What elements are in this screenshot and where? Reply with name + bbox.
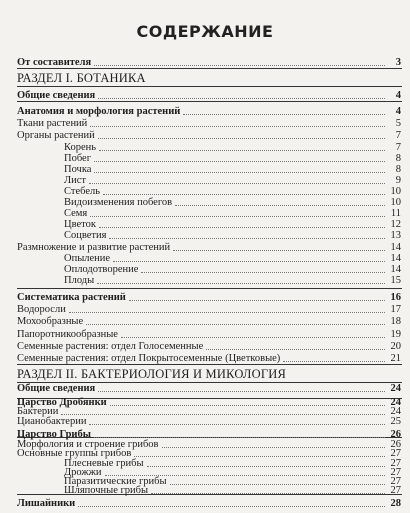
toc-entry-label: Плесневые грибы xyxy=(64,458,144,469)
dot-leader xyxy=(69,312,385,313)
toc-entry-page-number: 18 xyxy=(390,316,401,327)
toc-section-heading[interactable] xyxy=(0,367,410,382)
toc-entry-label: Общие сведения xyxy=(17,383,96,394)
toc-entry-label: Водоросли xyxy=(17,304,66,315)
toc-entry-label: Паразитические грибы xyxy=(64,476,167,487)
toc-entry-page-number: 10 xyxy=(390,197,401,208)
dot-leader xyxy=(98,138,385,139)
dot-leader xyxy=(99,227,385,228)
dot-leader xyxy=(109,238,385,239)
toc-entry-label: Общие сведения xyxy=(17,90,96,101)
toc-entry-label: РАЗДЕЛ II. БАКТЕРИОЛОГИЯ И МИКОЛОГИЯ xyxy=(17,367,287,381)
toc-entry-label: Стебель xyxy=(64,186,101,197)
dot-leader xyxy=(89,183,385,184)
toc-entry-label: Мохообразные xyxy=(17,316,84,327)
toc-entry-label: Цветок xyxy=(64,219,96,230)
toc-entry-page-number: 15 xyxy=(390,275,401,286)
dot-leader xyxy=(99,150,385,151)
dot-leader xyxy=(94,65,385,66)
toc-entry-page-number: 24 xyxy=(390,406,401,417)
toc-entry-page-number: 14 xyxy=(390,253,401,264)
toc-entry-label: Лишайники xyxy=(17,498,76,509)
dot-leader xyxy=(151,493,385,494)
toc-entry-label: Побег xyxy=(64,153,92,164)
toc-entry-label: Корень xyxy=(64,142,97,153)
toc-entry[interactable] xyxy=(0,415,410,428)
toc-entry-label: Ткани растений xyxy=(17,118,88,129)
toc-entry[interactable] xyxy=(0,315,410,328)
toc-entry-page-number: 12 xyxy=(390,219,401,230)
toc-entry-page-number: 8 xyxy=(395,164,401,175)
toc-entry-page-number: 7 xyxy=(395,142,401,153)
toc-entry-page-number: 20 xyxy=(390,341,401,352)
toc-entry-page-number: 25 xyxy=(390,416,401,427)
toc-entry-label: Семенные растения: отдел Покрытосеменные (Цветковые) xyxy=(17,353,281,364)
dot-leader xyxy=(78,506,385,507)
toc-entry-page-number: 26 xyxy=(390,439,401,450)
toc-entry-page-number: 13 xyxy=(390,230,401,241)
toc-entry[interactable] xyxy=(0,382,410,395)
toc-entry[interactable] xyxy=(0,56,410,69)
toc-entry-page-number: 24 xyxy=(390,383,401,394)
toc-entry-page-number: 11 xyxy=(390,208,401,219)
dot-leader xyxy=(90,126,385,127)
toc-entry-label: Царство Грибы xyxy=(17,429,91,440)
toc-entry-page-number: 27 xyxy=(390,467,401,478)
toc-entry-label: Лист xyxy=(64,175,86,186)
dot-leader xyxy=(103,194,385,195)
divider-rule xyxy=(17,288,402,289)
toc-entry-label: Видоизменения побегов xyxy=(64,197,173,208)
toc-entry-label: Плоды xyxy=(64,275,95,286)
dot-leader xyxy=(97,283,385,284)
toc-entry-page-number: 14 xyxy=(390,242,401,253)
toc-entry-label: Семя xyxy=(64,208,88,219)
dot-leader xyxy=(98,391,385,392)
dot-leader xyxy=(175,205,385,206)
dot-leader xyxy=(121,337,385,338)
toc-entry[interactable] xyxy=(0,274,410,287)
toc-entry-page-number: 24 xyxy=(390,397,401,408)
dot-leader xyxy=(89,424,385,425)
toc-section-heading[interactable] xyxy=(0,71,410,86)
toc-entry-label: Семенные растения: отдел Голосеменные xyxy=(17,341,204,352)
toc-entry-label: Морфология и строение грибов xyxy=(17,439,159,450)
toc-entry-label: Оплодотворение xyxy=(64,264,139,275)
toc-entry-page-number: 8 xyxy=(395,153,401,164)
toc-entry-page-number: 27 xyxy=(390,458,401,469)
toc-entry[interactable] xyxy=(0,89,410,102)
toc-entry-page-number: 27 xyxy=(390,476,401,487)
toc-entry-page-number: 27 xyxy=(390,485,401,496)
toc-entry[interactable] xyxy=(0,497,410,510)
toc-entry-page-number: 3 xyxy=(395,57,401,68)
toc-entry-label: Бактерии xyxy=(17,406,59,417)
toc-entry-label: Почка xyxy=(64,164,92,175)
toc-entry-label: Цианобактерии xyxy=(17,416,87,427)
dot-leader xyxy=(94,161,385,162)
dot-leader xyxy=(283,361,385,362)
toc-entry-label: РАЗДЕЛ I. БОТАНИКА xyxy=(17,71,146,85)
toc-entry-page-number: 4 xyxy=(395,106,401,117)
toc-entry-page-number: 4 xyxy=(395,90,401,101)
toc-entry-page-number: 14 xyxy=(390,264,401,275)
toc-entry-label: Шляпочные грибы xyxy=(64,485,149,496)
toc-entry-label: Анатомия и морфология растений xyxy=(17,106,181,117)
toc-entry-page-number: 21 xyxy=(390,353,401,364)
toc-entry-label: От составителя xyxy=(17,57,92,68)
dot-leader xyxy=(86,324,385,325)
toc-entry-label: Царство Дробянки xyxy=(17,397,107,408)
toc-entry-page-number: 5 xyxy=(395,118,401,129)
toc-entry-page-number: 27 xyxy=(390,448,401,459)
toc-entry-label: Папоротникообразные xyxy=(17,329,118,340)
dot-leader xyxy=(141,272,385,273)
toc-entry-label: Соцветия xyxy=(64,230,107,241)
divider-rule xyxy=(17,86,402,87)
toc-entry-page-number: 7 xyxy=(395,130,401,141)
toc-entry-label: Дрожжи xyxy=(64,467,102,478)
toc-entry[interactable] xyxy=(0,484,410,497)
toc-entry-page-number: 19 xyxy=(390,329,401,340)
page-title: СОДЕРЖАНИЕ xyxy=(136,22,274,41)
toc-entry-page-number: 28 xyxy=(390,498,401,509)
toc-entry-label: Опыление xyxy=(64,253,111,264)
toc-entry-label: Органы растений xyxy=(17,130,95,141)
dot-leader xyxy=(90,216,385,217)
toc-entry-label: Размножение и развитие растений xyxy=(17,242,171,253)
toc-entry-page-number: 26 xyxy=(390,429,401,440)
dot-leader xyxy=(129,300,385,301)
toc-entry-label: Систематика растений xyxy=(17,292,126,303)
dot-leader xyxy=(98,98,385,99)
dot-leader xyxy=(206,349,385,350)
toc-entry-page-number: 16 xyxy=(390,292,401,303)
dot-leader xyxy=(113,261,385,262)
toc-entry-page-number: 10 xyxy=(390,186,401,197)
dot-leader xyxy=(94,172,385,173)
toc-entry[interactable] xyxy=(0,352,410,365)
toc-entry-label: Основные группы грибов xyxy=(17,448,132,459)
dot-leader xyxy=(173,250,385,251)
toc-entry-page-number: 17 xyxy=(390,304,401,315)
dot-leader xyxy=(183,114,385,115)
toc-entry-page-number: 9 xyxy=(395,175,401,186)
